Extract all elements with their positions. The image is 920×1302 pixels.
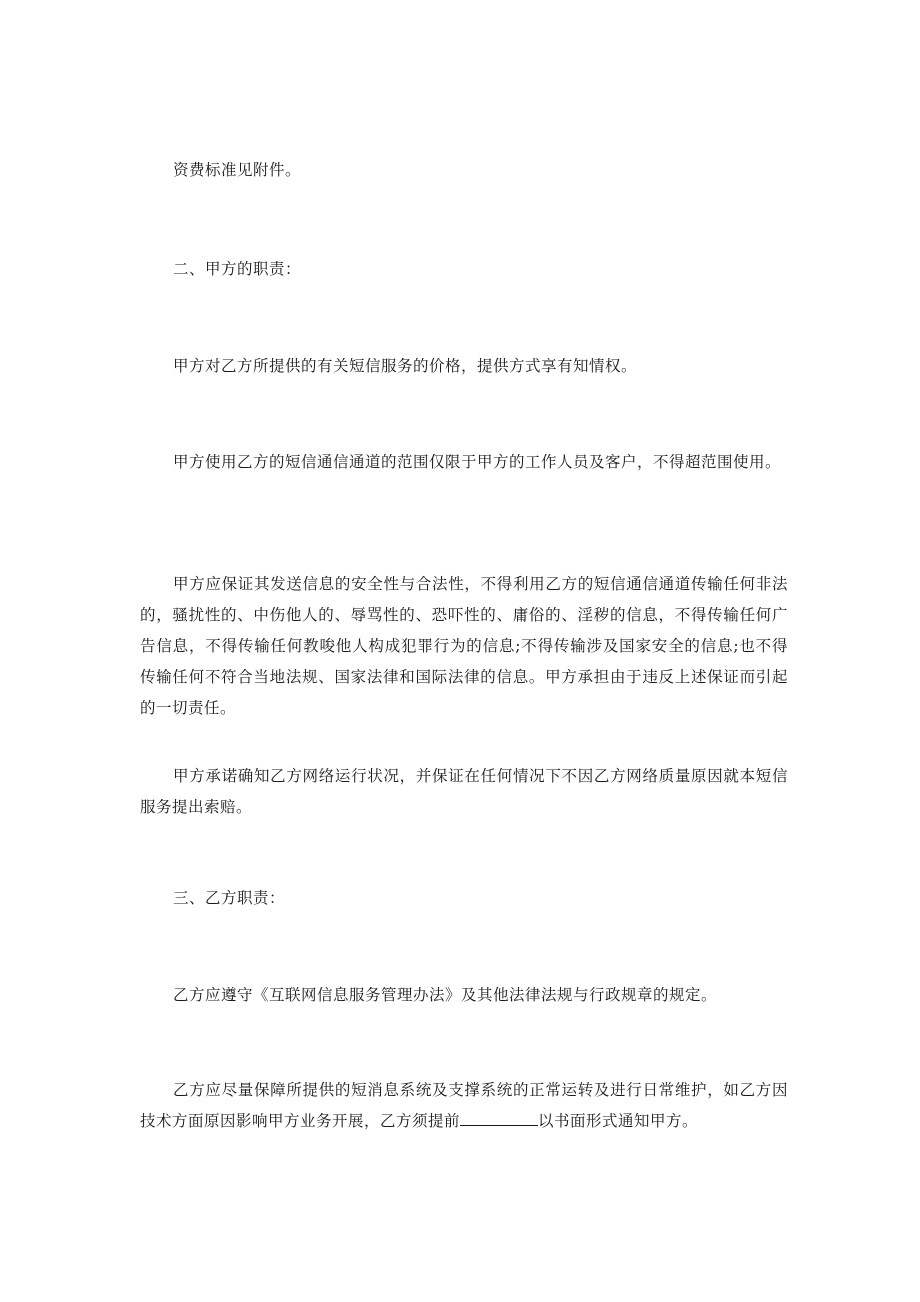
section-heading-party-a-duties: 二、甲方的职责： [173, 260, 302, 278]
paragraph-right-to-know: 甲方对乙方所提供的有关短信服务的价格，提供方式享有知情权。 [173, 357, 638, 375]
notice-period-blank [460, 1111, 538, 1126]
paragraph-network-commitment: 甲方承诺确知乙方网络运行状况，并保证在任何情况下不因乙方网络质量原因就本短信服务提出索赔。 [140, 767, 788, 816]
paragraph-fee-standard: 资费标准见附件。 [173, 161, 302, 179]
maintenance-text-after: 以书面形式通知甲方。 [538, 1112, 699, 1130]
paragraph-usage-scope: 甲方使用乙方的短信通信通道的范围仅限于甲方的工作人员及客户，不得超范围使用。 [173, 453, 782, 471]
paragraph-compliance: 乙方应遵守《互联网信息服务管理办法》及其他法律法规与行政规章的规定。 [173, 986, 718, 1004]
paragraph-content-legality: 甲方应保证其发送信息的安全性与合法性，不得利用乙方的短信通信通道传输任何非法的，骚扰性的、中伤他人的、辱骂性的、恐吓性的、庸俗的、淫秽的信息，不得传输任何广告信息，不得传输任何教唆他人构成犯罪行为的信息;不得传输涉及国家安全的信息;也不得传输任何不符合当地法规、国家法律和国际法律的信息。甲方承担由于违反上述保证而引起的一切责任。 [140, 575, 788, 717]
paragraph-maintenance-notice [140, 1075, 788, 1137]
section-heading-party-b-duties: 三、乙方职责： [173, 889, 286, 907]
maintenance-text-before: 乙方应尽量保障所提供的短消息系统及支撑系统的正常运转及进行日常维护，如乙方因技术方面原因影响甲方业务开展，乙方须提前 [140, 1081, 788, 1130]
